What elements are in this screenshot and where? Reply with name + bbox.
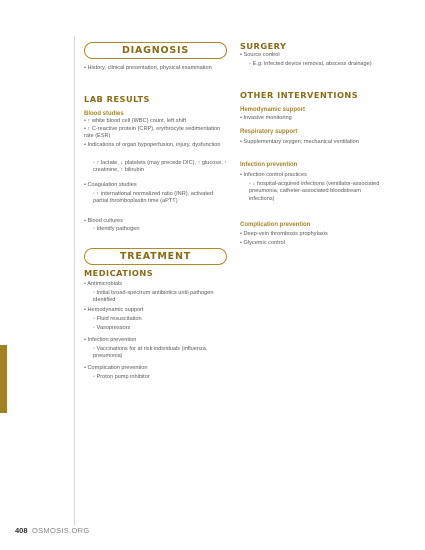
list-item: ◦ ↓ hospital-acquired infections (ventilator-associated pneumonia; catheter-associated bloodstream infections): [249, 181, 380, 202]
list-item: • Infection control practices: [240, 172, 307, 178]
list-item: • Deep-vein thrombosis prophylaxis: [240, 231, 328, 237]
list-item: • Complication prevention: [84, 365, 148, 371]
list-item: • Infection prevention: [84, 337, 137, 343]
complication-heading: Complication prevention: [240, 222, 311, 228]
chapter-tab: [0, 345, 7, 413]
margin-line: [74, 36, 75, 526]
list-item: ◦ Fluid resuscitation: [93, 316, 142, 322]
list-item: • Blood cultures: [84, 218, 123, 224]
page-number: 408: [15, 526, 28, 535]
list-item: • Coagulation studies: [84, 182, 137, 188]
diagnosis-item: • History, clinical presentation, physical examination: [84, 65, 212, 71]
blood-studies-heading: Blood studies: [84, 111, 124, 117]
list-item: ◦ Proton pump inhibitor: [93, 374, 150, 380]
infection-heading: Infection prevention: [240, 162, 298, 168]
list-item: ◦ ↑ lactate, ↓ platelets (may precede DIC), ↑ glucose, ↑ creatinine, ↑ bilirubin: [93, 160, 228, 174]
medications-heading: MEDICATIONS: [84, 268, 154, 278]
hemodynamic-heading: Hemodynamic support: [240, 107, 306, 113]
respiratory-heading: Respiratory support: [240, 129, 298, 135]
surgery-heading: SURGERY: [240, 41, 287, 51]
list-item: • ↑ white blood cell (WBC) count, left shift: [84, 118, 187, 124]
list-item: • Invasive monitoring: [240, 115, 292, 121]
list-item: • Source control: [240, 52, 280, 58]
list-item: ◦ E.g. infected device removal, abscess drainage): [249, 61, 372, 67]
treatment-heading: TREATMENT: [84, 248, 227, 265]
list-item: • Hemodynamic support: [84, 307, 144, 313]
list-item: ◦ Vaccinations for at risk individuals (influenza, pneumonia): [93, 346, 208, 360]
list-item: • Glycemic control: [240, 240, 285, 246]
site-name: OSMOSIS.ORG: [32, 526, 90, 535]
list-item: • ↑ C-reactive protein (CRP), erythrocyte sedimentation rate (ESR): [84, 126, 221, 140]
diagnosis-heading: DIAGNOSIS: [84, 42, 227, 59]
list-item: • Antimicrobials: [84, 281, 123, 287]
list-item: ◦ ↑ international normalized ratio (INR), activated partial thromboplastin time (aPTT): [93, 191, 214, 205]
list-item: • Indications of organ hypoperfusion, injury, dysfunction: [84, 142, 221, 148]
other-interventions-heading: OTHER INTERVENTIONS: [240, 90, 359, 100]
list-item: • Supplementary oxygen; mechanical ventilation: [240, 139, 359, 145]
list-item: ◦ Initial broad-spectrum antibiotics until pathogen identified: [93, 290, 214, 304]
lab-results-heading: LAB RESULTS: [84, 94, 150, 104]
list-item: ◦ Identify pathogen: [93, 226, 140, 232]
list-item: ◦ Vasopressors: [93, 325, 131, 331]
